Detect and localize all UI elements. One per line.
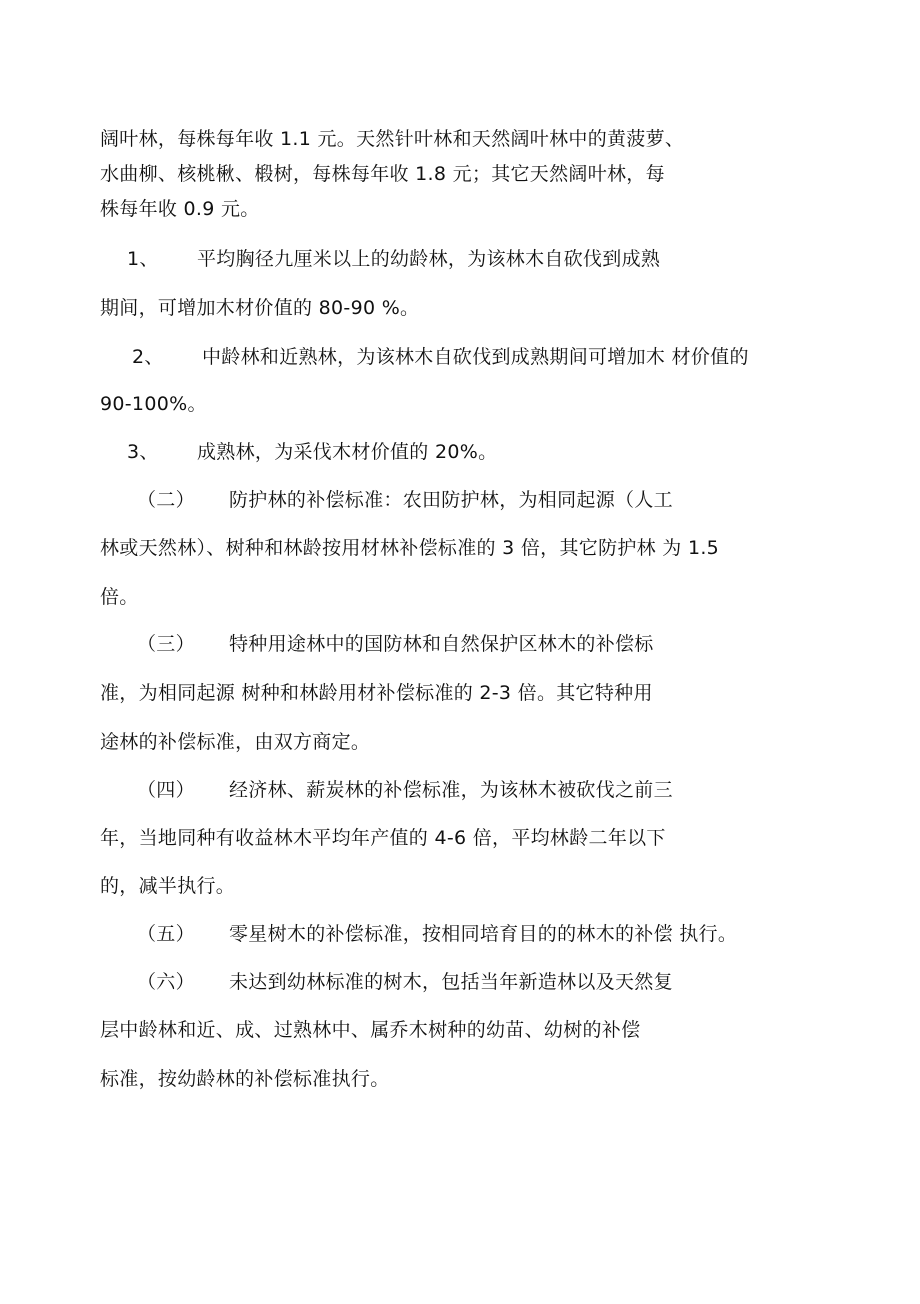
item-marker: （五） <box>137 923 195 945</box>
item-marker: 1、 <box>127 248 159 270</box>
paragraph-line: 期间，可增加木材价值的 80-90 %。 <box>100 297 420 319</box>
paragraph-line: 准，为相同起源 树种和林龄用材补偿标准的 2-3 倍。其它特种用 <box>100 682 653 704</box>
item-text: 特种用途林中的国防林和自然保护区林木的补偿标 <box>229 633 654 655</box>
section-3-heading <box>137 632 654 656</box>
paragraph-line: 的，减半执行。 <box>100 875 236 897</box>
item-marker: （六） <box>137 971 195 993</box>
item-text: 平均胸径九厘米以上的幼龄林，为该林木自砍伐到成熟 <box>197 248 661 270</box>
paragraph-line: 林或天然林）、树种和林龄按用材林补偿标准的 3 倍，其它防护林 为 1.5 <box>100 537 720 559</box>
paragraph-line: 倍。 <box>100 586 139 608</box>
paragraph-line: 途林的补偿标准，由双方商定。 <box>100 731 371 753</box>
item-text: 未达到幼林标准的树木，包括当年新造林以及天然复 <box>229 971 673 993</box>
item-text: 零星树木的补偿标准，按相同培育目的的林木的补偿 执行。 <box>229 923 738 945</box>
paragraph-line: 层中龄林和近、成、过熟林中、属乔木树种的幼苗、幼树的补偿 <box>100 1019 641 1041</box>
section-2-heading <box>137 488 673 512</box>
item-marker: （三） <box>137 633 195 655</box>
paragraph-line: 年，当地同种有收益林木平均年产值的 4-6 倍，平均林龄二年以下 <box>100 827 666 849</box>
section-4-heading <box>137 778 673 802</box>
paragraph-line: 阔叶林，每株每年收 1.1 元。天然针叶林和天然阔叶林中的黄菠萝、 <box>100 128 685 150</box>
list-item-1 <box>127 247 660 271</box>
paragraph-line: 90-100%。 <box>100 393 207 415</box>
paragraph-line: 株每年收 0.9 元。 <box>100 198 260 220</box>
item-text: 经济林、薪炭林的补偿标准，为该林木被砍伐之前三 <box>229 779 673 801</box>
section-6-heading <box>137 970 673 994</box>
list-item-3 <box>127 440 497 464</box>
item-text: 中龄林和近熟林，为该林木自砍伐到成熟期间可增加木 材价值的 <box>202 346 749 368</box>
item-text: 成熟林，为采伐木材价值的 20%。 <box>197 441 498 463</box>
item-marker: 3、 <box>127 441 159 463</box>
item-marker: （二） <box>137 489 195 511</box>
item-text: 防护林的补偿标准：农田防护林，为相同起源（人工 <box>229 489 673 511</box>
paragraph-line: 标准，按幼龄林的补偿标准执行。 <box>100 1068 390 1090</box>
item-marker: 2、 <box>132 346 164 368</box>
list-item-2 <box>132 345 749 369</box>
item-marker: （四） <box>137 779 195 801</box>
paragraph-line: 水曲柳、核桃楸、椴树，每株每年收 1.8 元；其它天然阔叶林，每 <box>100 163 665 185</box>
section-5-heading <box>137 922 737 946</box>
